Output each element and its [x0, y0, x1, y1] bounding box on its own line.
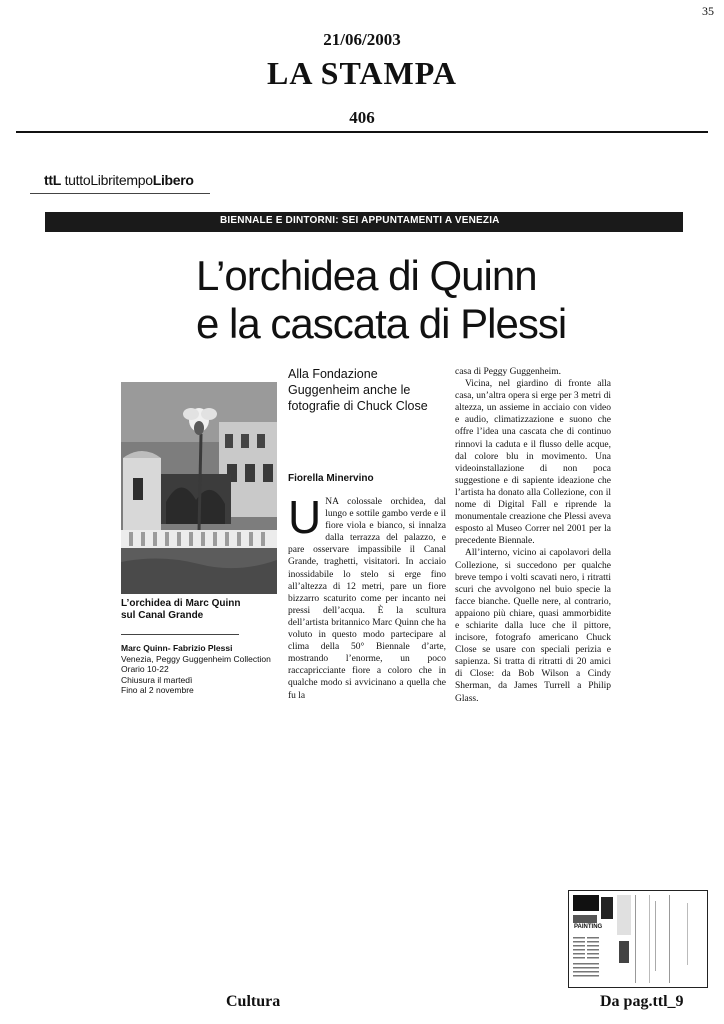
photo-caption-line-1: L’orchidea di Marc Quinn [121, 598, 241, 609]
exhibition-closing-day: Chiusura il martedì [121, 674, 193, 685]
exhibition-end-date: Fino al 2 novembre [121, 685, 194, 695]
photo-caption [121, 598, 281, 622]
topic-banner [45, 212, 683, 232]
photo-caption-line-2: sul Canal Grande [121, 610, 204, 621]
column-1-text: NA colossale orchidea, dal lungo e sottile gambo verde e il fiore viola e bianco, si innalza dalla terrazza del palazzo, e pare osservare impassibile il Canal Grande, traghetti, visitatori. In acciaio inossidabile lo stelo si erge fino all’altezza di 12 metri, pare un fiore bizzarro scaturito come per incanto nei pressi dell’acqua. È la scultura dell’artista britannico Marc Quinn che ha voluto in questo modo partecipare al clima della 50° Biennale d’arte, mostrando l’enorme, un poco raccapricciante fiore a coloro che in qualche modo si avvicinano a quella che fu la [288, 497, 446, 701]
section-logo-tempo: tempo [115, 172, 153, 188]
article-byline: Fiorella Minervino [288, 473, 374, 484]
section-logo-libero: Libero [152, 172, 194, 188]
article-photo [121, 382, 277, 594]
issue-number: 406 [349, 108, 375, 127]
publication-date: 21/06/2003 [323, 30, 401, 49]
article-headline [196, 252, 666, 348]
exhibition-venue: Venezia, Peggy Guggenheim Collection [121, 653, 271, 664]
drop-cap: U [288, 491, 322, 543]
header-divider [16, 131, 708, 133]
column-2-paragraph-1: casa di Peggy Guggenheim. [455, 367, 562, 377]
page-thumbnail [568, 890, 708, 988]
section-logo-tuttolibri: tuttoLibri [60, 172, 116, 188]
exhibition-hours: Orario 10-22 [121, 664, 169, 674]
headline-line-1: L’orchidea di Quinn [196, 252, 537, 299]
article-column-1 [288, 491, 446, 702]
thumbnail-label: PAINTING [574, 924, 603, 930]
topic-banner-text: BIENNALE E DINTORNI: SEI APPUNTAMENTI A VENEZIA [220, 215, 500, 226]
section-logo-ttl: ttL [44, 172, 61, 188]
footer-page-reference: Da pag.ttl_9 [600, 993, 684, 1010]
footer-section: Cultura [226, 993, 281, 1010]
exhibition-title: Marc Quinn- Fabrizio Plessi [121, 643, 233, 653]
section-logo [44, 172, 194, 188]
page-corner-number: 35 [702, 4, 714, 18]
headline-line-2: e la cascata di Plessi [196, 300, 567, 347]
column-2-paragraph-2: Vicina, nel giardino di fronte alla casa, un’altra opera si erge per 3 metri di altezza, un assieme in acciaio con video e audio, climatizzazione e suono che offre l’idea una cascata che di continuo rinnovi la caduta e il flusso delle acque, dal colore blu in movimento. Una videoinstallazione di non poca suggestione e di sapiente ideazione che l’artista ha donato alla Collezione, con il nome di Digital Fall e riprende la monumentale creazione che Plessi aveva esposto al Museo Correr nel 2001 per la precedente Biennale. [455, 379, 611, 547]
section-logo-underline [30, 193, 210, 194]
page-thumbnail-image [569, 891, 707, 987]
newspaper-masthead: LA STAMPA [266, 55, 458, 91]
exhibition-info [121, 643, 281, 696]
orchid-sculpture-photo [121, 382, 277, 594]
column-2-paragraph-3: All’interno, vicino ai capolavori della Collezione, si succedono per qualche breve tempo i volti scavati nero, i ritratti scuri che avvolgono nel buio specie la facce bianche. Quelle nere, al contrario, appaiono più chiare, quasi ammorbidite e schiarite dalla luce che il pittore, incisore, fotografo americano Chuck Close se usare con speciali perizia e sapienza. Si tratta di ritratti di 20 amici di Close: da Bob Wilson a Cindy Sherman, da James Turrell a Philip Glass. [455, 548, 611, 704]
info-divider [121, 634, 239, 635]
article-subheading: Alla Fondazione Guggenheim anche le fotografie di Chuck Close [288, 367, 428, 413]
article-column-2 [455, 366, 611, 705]
